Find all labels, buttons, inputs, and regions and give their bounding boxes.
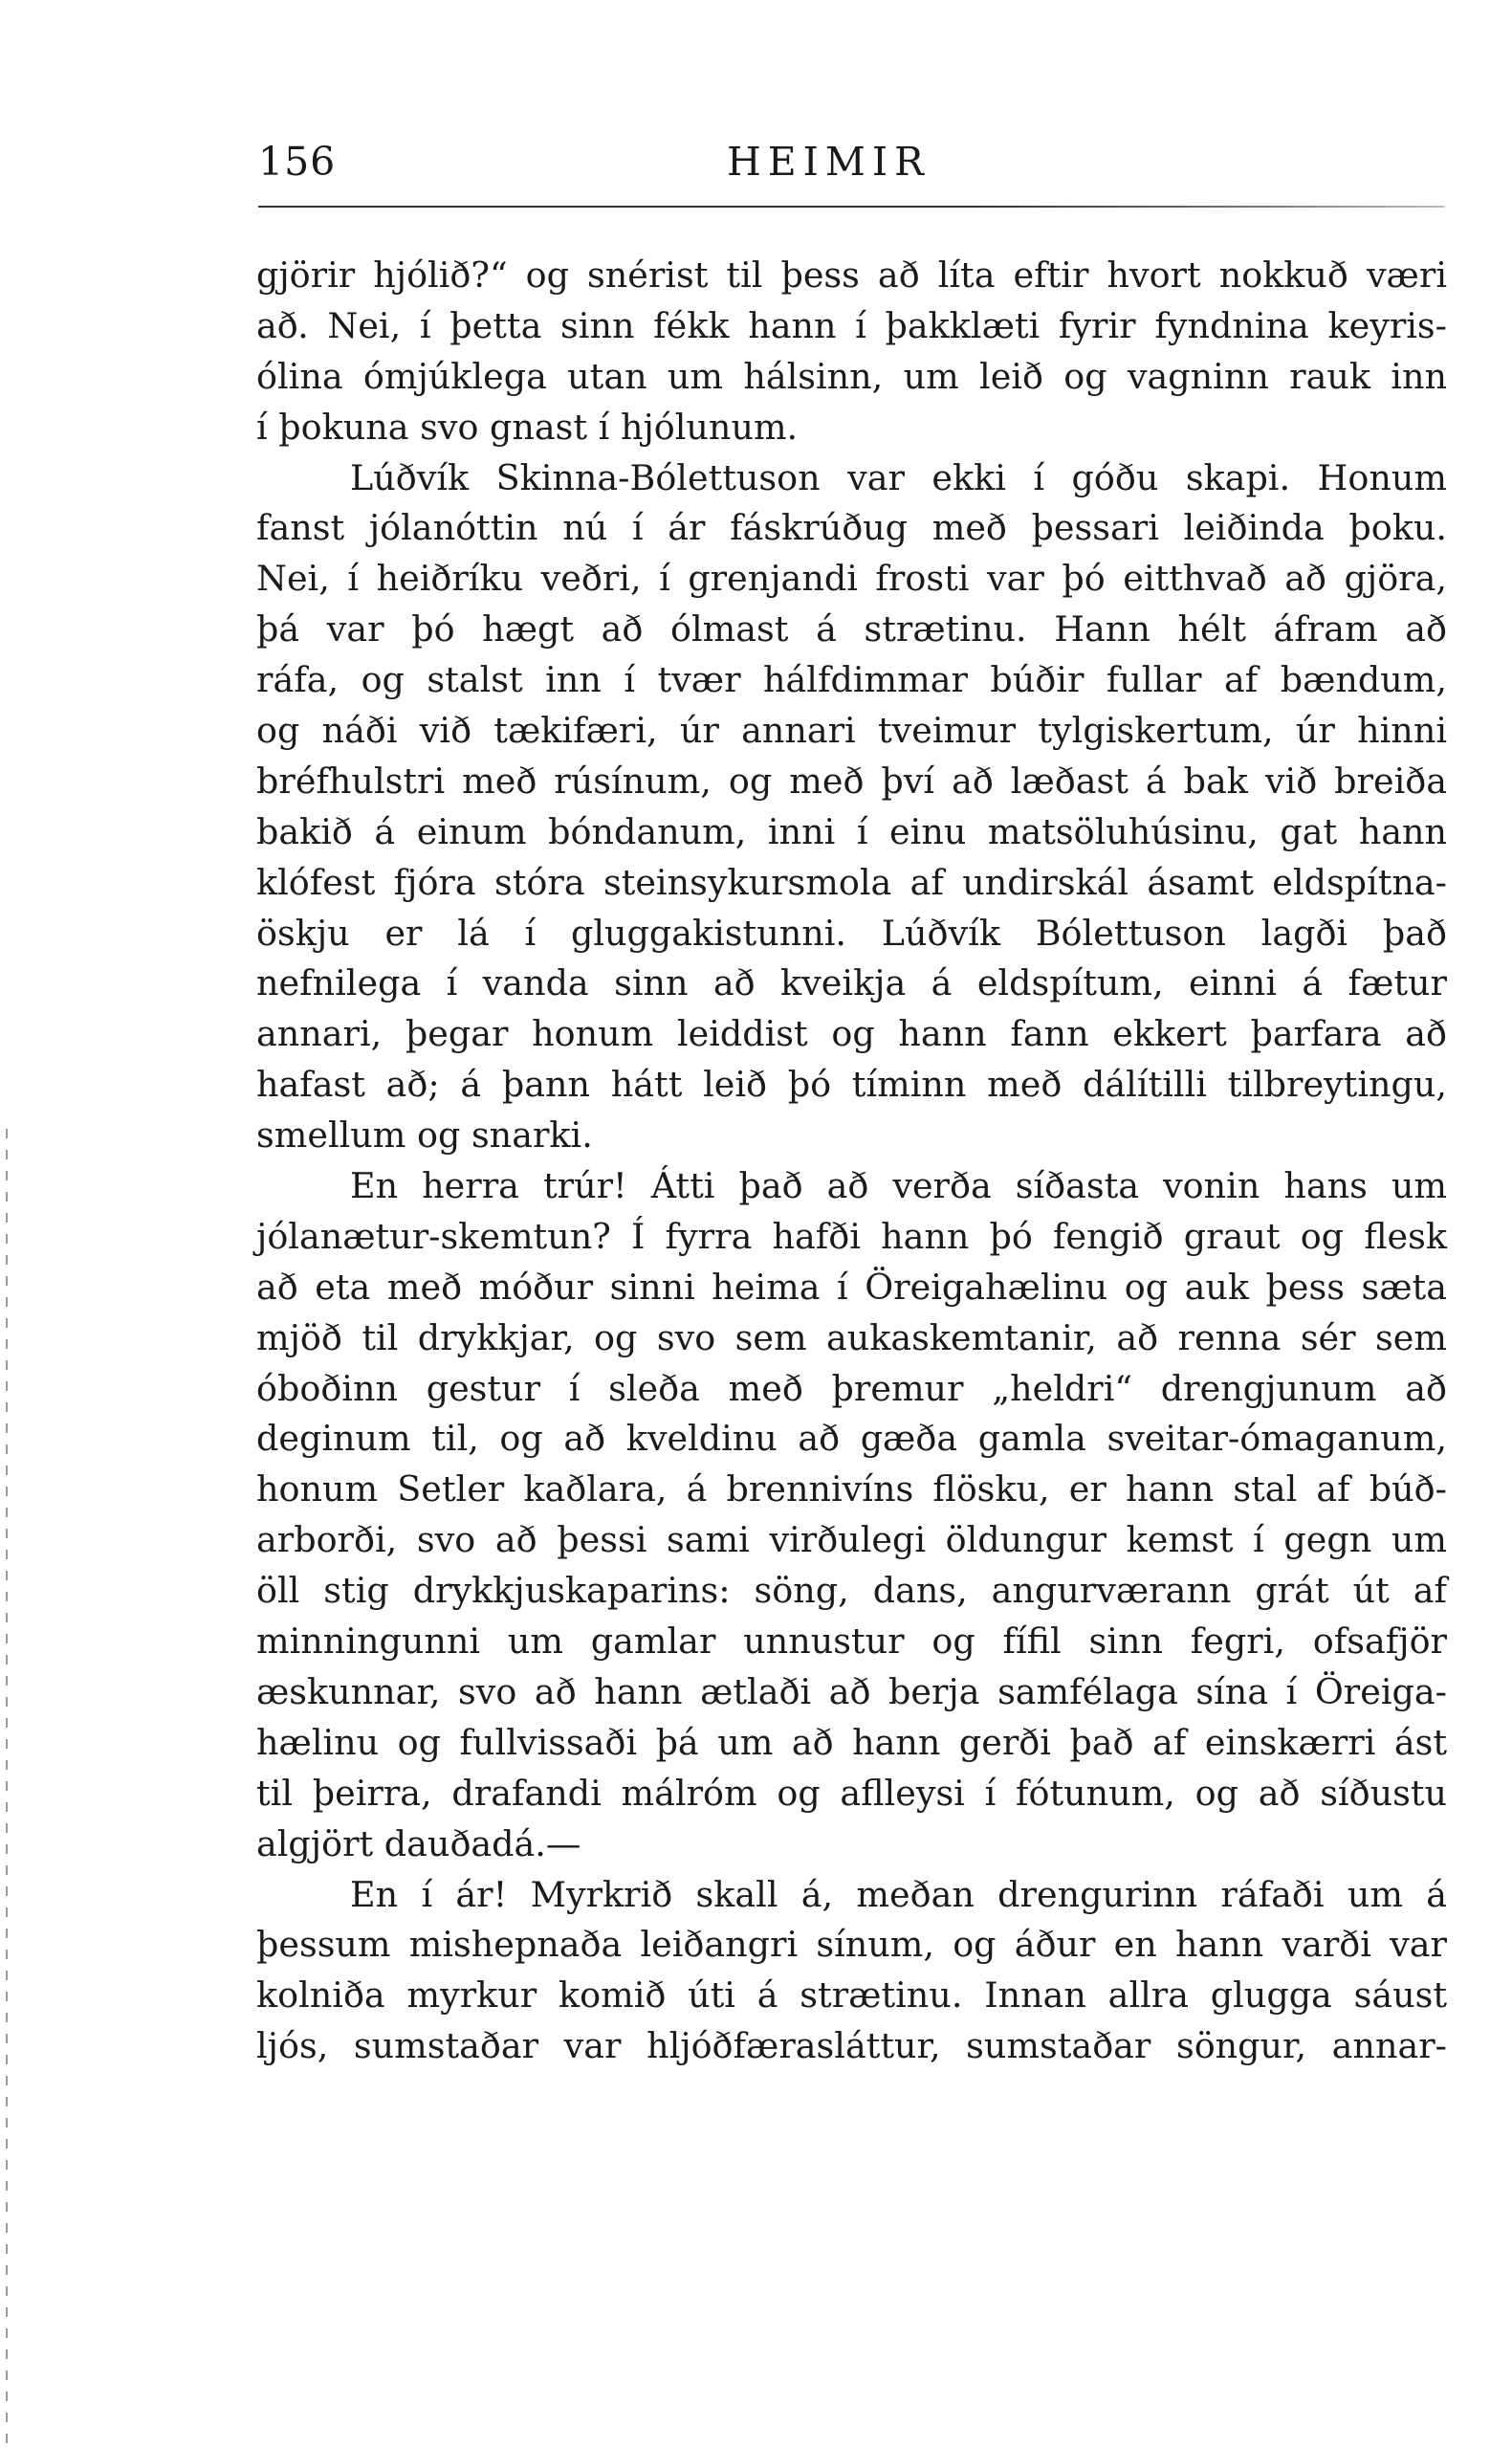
running-title: HEIMIR (727, 139, 931, 185)
text-line: bakið á einum bóndanum, inni í einu matsöluhúsinu, gat hann (256, 810, 1447, 852)
text-line: hafast að; á þann hátt leið þó tíminn með dálítilli tilbreytingu, (256, 1064, 1447, 1106)
text-line: ólina ómjúklega utan um hálsinn, um leið og vagninn rauk inn (256, 355, 1447, 397)
text-line: kolniða myrkur komið úti á strætinu. Innan allra glugga sáust (256, 1974, 1447, 2017)
text-line: deginum til, og að kveldinu að gæða gamla sveitar-ómaganum, (256, 1418, 1447, 1460)
text-line: mjöð til drykkjar, og svo sem aukaskemtanir, að renna sér sem (256, 1316, 1447, 1358)
text-line: annari, þegar honum leiddist og hann fann ekkert þarfara að (256, 1013, 1447, 1055)
text-line: smellum og snarki. (256, 1114, 593, 1157)
page-number: 156 (258, 139, 337, 185)
text-line: arborði, svo að þessi sami virðulegi öldungur kemst í gegn um (256, 1519, 1447, 1561)
text-line: En herra trúr! Átti það að verða síðasta vonin hans um (350, 1165, 1447, 1207)
text-line: algjört dauðadá.— (256, 1822, 581, 1864)
text-line: óboðinn gestur í sleða með þremur „heldri“ drengjunum að (256, 1367, 1447, 1409)
text-line: jólanætur-skemtun? Í fyrra hafði hann þó fengið graut og flesk (256, 1215, 1447, 1257)
text-line: að eta með móður sinni heima í Öreigahælinu og auk þess sæta (256, 1266, 1447, 1308)
text-line: að. Nei, í þetta sinn fékk hann í þakklæti fyrir fyndnina keyris- (256, 304, 1447, 346)
text-line: æskunnar, svo að hann ætlaði að berja samfélaga sína í Öreiga- (256, 1670, 1447, 1712)
page-header (258, 139, 1444, 196)
text-line: í þokuna svo gnast í hjólunum. (256, 406, 799, 448)
text-line: nefnilega í vanda sinn að kveikja á eldspítum, einni á fætur (256, 962, 1447, 1004)
text-line: minningunni um gamlar unnustur og fífil sinn fegri, ofsafjör (256, 1620, 1447, 1663)
text-line: til þeirra, drafandi málróm og aflleysi í fótunum, og að síðustu (256, 1772, 1447, 1814)
text-line: þá var þó hægt að ólmast á strætinu. Hann hélt áfram að (256, 608, 1447, 650)
text-line: öskju er lá í gluggakistunni. Lúðvík Bólettuson lagði það (256, 912, 1447, 954)
text-line: klófest fjóra stóra steinsykursmola af undirskál ásamt eldspítna- (256, 861, 1447, 903)
text-line: ráfa, og stalst inn í tvær hálfdimmar búðir fullar af bændum, (256, 659, 1447, 701)
text-line: fanst jólanóttin nú í ár fáskrúðug með þessari leiðinda þoku. (256, 507, 1447, 549)
text-line: og náði við tækifæri, úr annari tveimur tylgiskertum, úr hinni (256, 710, 1447, 752)
text-line: honum Setler kaðlara, á brennivíns flösku, er hann stal af búð- (256, 1468, 1447, 1510)
text-line: Nei, í heiðríku veðri, í grenjandi frosti var þó eitthvað að gjöra, (256, 558, 1447, 600)
page-edge-shadow (6, 1129, 8, 2447)
header-rule (258, 206, 1444, 208)
text-line: bréfhulstri með rúsínum, og með því að læðast á bak við breiða (256, 760, 1447, 802)
text-line: hælinu og fullvissaði þá um að hann gerði það af einskærri ást (256, 1721, 1447, 1763)
text-line: ljós, sumstaðar var hljóðfærasláttur, sumstaðar söngur, annar- (256, 2025, 1447, 2067)
text-line: gjörir hjólið?“ og snérist til þess að líta eftir hvort nokkuð væri (256, 254, 1447, 296)
body-text (256, 251, 1447, 2072)
text-line: þessum mishepnaða leiðangri sínum, og áður en hann varði var (256, 1924, 1447, 1966)
text-line: öll stig drykkjuskaparins: söng, dans, angurværann grát út af (256, 1570, 1447, 1612)
text-line: En í ár! Myrkrið skall á, meðan drengurinn ráfaði um á (350, 1873, 1447, 1915)
text-line: Lúðvík Skinna-Bólettuson var ekki í góðu skapi. Honum (350, 456, 1447, 498)
